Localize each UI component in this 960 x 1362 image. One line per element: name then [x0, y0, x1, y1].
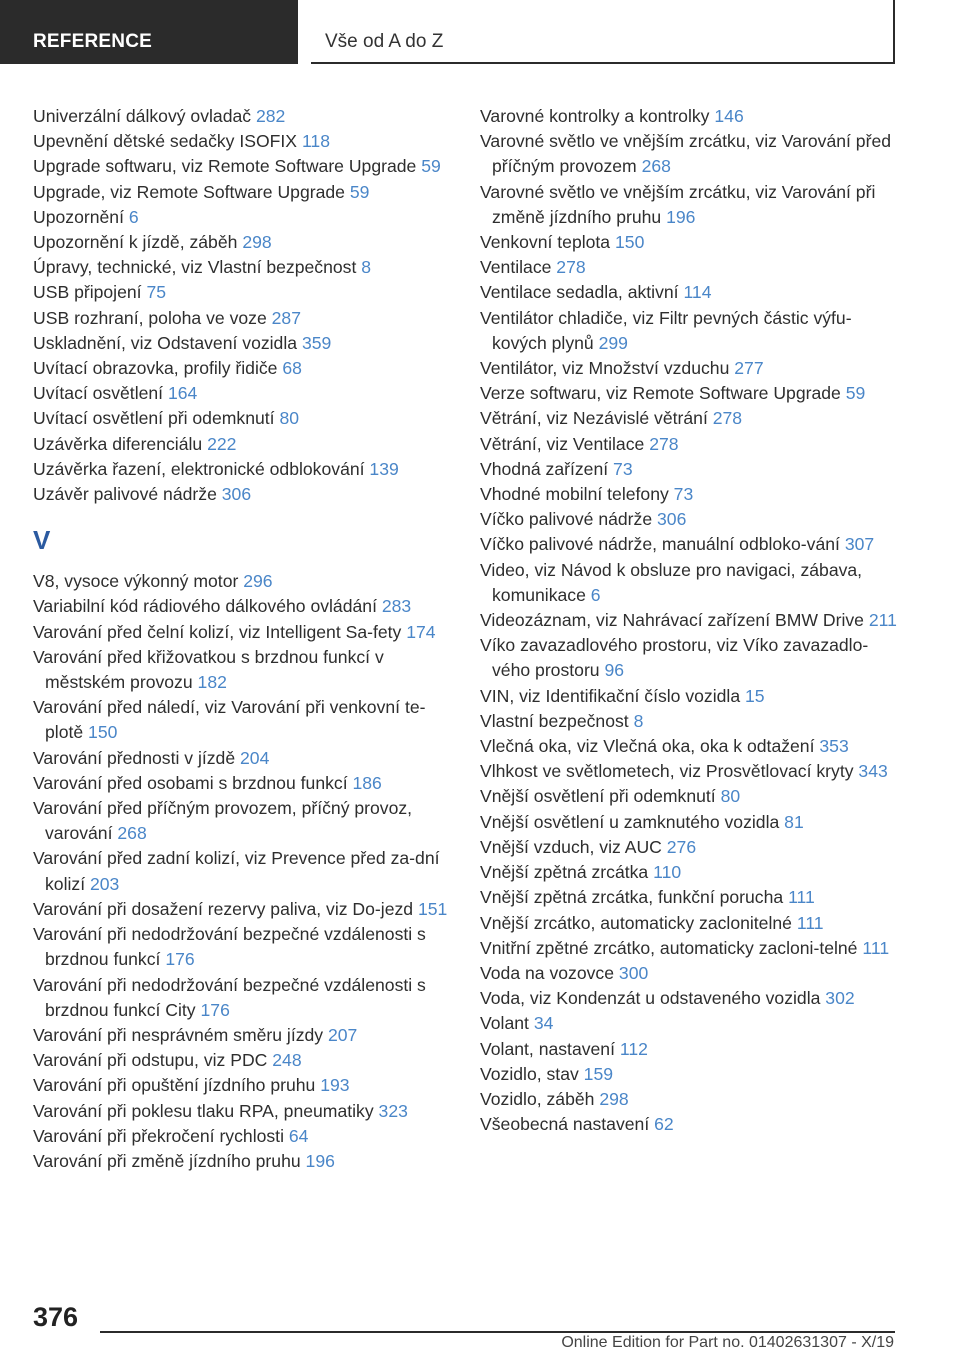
index-entry-text: Volant	[480, 1013, 529, 1034]
index-entry	[33, 771, 453, 796]
index-entry	[33, 280, 453, 305]
page-reference-link[interactable]: 283	[381, 596, 412, 617]
page-reference-link[interactable]: 296	[243, 571, 273, 592]
index-entry-text: Upozornění	[33, 206, 124, 227]
index-entry	[33, 406, 453, 431]
page-reference-link[interactable]: 59	[421, 156, 441, 177]
index-entry	[480, 104, 900, 129]
page-reference-link[interactable]: 276	[666, 836, 697, 857]
index-entry-text: Varovné světlo ve vnějším zrcátku, viz Varování před příčným provozem	[480, 131, 892, 177]
page-reference-link[interactable]: 159	[583, 1063, 614, 1084]
index-entry	[33, 897, 453, 922]
page-reference-link[interactable]: 204	[240, 747, 270, 768]
index-entry-text: Všeobecná nastavení	[480, 1114, 650, 1135]
page-reference-link[interactable]: 73	[673, 484, 694, 505]
index-entry	[33, 973, 453, 1023]
page-reference-link[interactable]: 112	[619, 1038, 648, 1059]
index-entry-text: Víčko palivové nádrže, manuální odbloko-vání	[480, 534, 840, 555]
index-entry	[480, 230, 900, 255]
index-entry	[33, 205, 453, 230]
index-entry	[480, 961, 900, 986]
index-entry	[33, 569, 453, 594]
index-entry-text: Vnitřní zpětné zrcátko, automaticky zacloni-telné	[480, 937, 858, 958]
index-entry-text: Vozidlo, stav	[480, 1063, 579, 1084]
index-entry	[480, 608, 900, 633]
page-reference-link[interactable]: 73	[613, 458, 633, 479]
page-number: 376	[33, 1302, 79, 1332]
page-reference-link[interactable]: 59	[349, 181, 370, 202]
page-reference-link[interactable]: 299	[598, 332, 628, 353]
index-entry	[33, 482, 453, 507]
page-reference-link[interactable]: 111	[796, 912, 824, 933]
index-entry	[480, 507, 900, 532]
index-entry-text: Vlhkost ve světlometech, viz Prosvětlovací kryty	[480, 761, 854, 782]
index-entry-text: Uzávěrka řazení, elektronické odblokování	[33, 458, 365, 479]
index-entry	[480, 280, 900, 305]
index-entry-text: Uskladnění, viz Odstavení vozidla	[33, 332, 298, 353]
index-entry	[480, 885, 900, 910]
index-entry-text: Varování před osobami s brzdnou funkcí	[33, 772, 348, 793]
index-entry	[33, 104, 453, 129]
page-reference-link[interactable]: 207	[327, 1024, 358, 1045]
page-reference-link[interactable]: 64	[288, 1125, 309, 1146]
index-list-u	[33, 104, 453, 507]
index-entry-text: Úpravy, technické, viz Vlastní bezpečnost	[33, 257, 357, 278]
index-entry-text: Varování při poklesu tlaku RPA, pneumatiky	[33, 1100, 374, 1121]
index-entry	[480, 784, 900, 809]
index-entry-text: Uvítací osvětlení při odemknutí	[33, 408, 275, 429]
index-entry	[480, 835, 900, 860]
index-entry	[480, 759, 900, 784]
page-reference-link[interactable]: 359	[301, 332, 332, 353]
footer-rule	[100, 1331, 895, 1333]
index-entry-text: Ventilace sedadla, aktivní	[480, 282, 679, 303]
index-entry	[480, 1062, 900, 1087]
page-reference-link[interactable]: 68	[282, 358, 302, 379]
index-entry	[33, 331, 453, 356]
page-reference-link[interactable]: 193	[320, 1075, 350, 1096]
index-entry-text: Vhodná zařízení	[480, 458, 609, 479]
index-entry-text: Ventilátor chladiče, viz Filtr pevných částic výfu-kových plynů	[480, 307, 852, 353]
index-entry-text: Větrání, viz Nezávislé větrání	[480, 408, 708, 429]
index-entry-text: V8, vysoce výkonný motor	[33, 571, 239, 592]
page-reference-link[interactable]: 298	[599, 1088, 629, 1109]
page-reference-link[interactable]: 186	[352, 772, 382, 793]
index-entry-text: Vozidlo, záběh	[480, 1088, 595, 1109]
page-reference-link[interactable]: 176	[200, 999, 230, 1020]
page-reference-link[interactable]: 306	[657, 509, 687, 530]
index-entry	[480, 911, 900, 936]
page-reference-link[interactable]: 6	[128, 206, 139, 227]
index-entry	[480, 936, 900, 961]
index-entry-text: Ventilace	[480, 257, 552, 278]
page-reference-link[interactable]: 111	[788, 887, 815, 908]
index-entry	[33, 306, 453, 331]
section-tab: REFERENCE	[0, 0, 298, 64]
index-list-v-right	[480, 104, 900, 1137]
page-reference-link[interactable]: 323	[378, 1100, 408, 1121]
index-entry-text: Varování při opuštění jízdního pruhu	[33, 1075, 316, 1096]
index-entry	[33, 746, 453, 771]
index-entry	[33, 457, 453, 482]
index-entry-text: Vnější zpětná zrcátka	[480, 862, 649, 883]
index-entry-text: Vlečná oka, viz Vlečná oka, oka k odtažení	[480, 736, 815, 757]
page-reference-link[interactable]: 15	[745, 685, 765, 706]
index-entry-text: Víčko palivové nádrže	[480, 509, 653, 530]
page-reference-link[interactable]: 300	[618, 962, 649, 983]
index-entry-text: Uzávěrka diferenciálu	[33, 433, 203, 454]
index-entry	[33, 645, 453, 695]
index-entry	[480, 633, 900, 683]
index-entry	[33, 255, 453, 280]
index-entry-text: Uvítací obrazovka, profily řidiče	[33, 358, 278, 379]
index-entry-text: Venkovní teplota	[480, 232, 611, 253]
index-entry-text: Varovné kontrolky a kontrolky	[480, 106, 710, 126]
index-entry	[480, 1011, 900, 1036]
page-reference-link[interactable]: 139	[369, 458, 399, 479]
index-entry-text: Varování před křižovatkou s brzdnou funkcí v městském provozu	[33, 646, 384, 693]
page-reference-link[interactable]: 151	[417, 898, 448, 919]
page-reference-link[interactable]: 75	[146, 282, 167, 303]
index-entry	[480, 406, 900, 431]
index-entry-text: Varování při dosažení rezervy paliva, viz Do-jezd	[33, 898, 414, 919]
index-entry-text: Vnější vzduch, viz AUC	[480, 836, 662, 857]
index-entry-text: Varování před čelní kolizí, viz Intelligent Sa-fety	[33, 621, 402, 642]
page-header-title: Vše od A do Z	[311, 0, 895, 64]
index-entry-text: Video, viz Návod k obsluze pro navigaci, zábava, komunikace	[480, 559, 863, 605]
index-entry-text: Varovné světlo ve vnějším zrcátku, viz Varování při změně jízdního pruhu	[480, 181, 876, 227]
index-entry-text: Vnější osvětlení u zamknutého vozidla	[480, 811, 780, 832]
footer-edition: Online Edition for Part no. 01402631307 - X/19	[561, 1334, 894, 1351]
page-reference-link[interactable]: 164	[167, 383, 198, 404]
letter-heading-v: V	[33, 525, 51, 556]
index-entry	[33, 180, 453, 205]
page-reference-link[interactable]: 62	[654, 1114, 674, 1135]
index-entry-text: Videozáznam, viz Nahrávací zařízení BMW Drive	[480, 610, 864, 631]
index-entry-text: Varování před náledí, viz Varování při venkovní te-plotě	[33, 697, 426, 743]
index-entry-text: Verze softwaru, viz Remote Software Upgrade	[480, 383, 841, 404]
index-entry	[33, 1124, 453, 1149]
page-reference-link[interactable]: 6	[590, 584, 601, 605]
index-entry	[480, 709, 900, 734]
page-reference-link[interactable]: 282	[255, 106, 286, 126]
page-reference-link[interactable]: 278	[556, 257, 586, 278]
page-reference-link[interactable]: 118	[301, 131, 330, 152]
index-entry-text: Varování při nedodržování bezpečné vzdálenosti s brzdnou funkcí	[33, 924, 426, 970]
index-entry	[480, 860, 900, 885]
index-entry-text: Varování při nesprávném směru jízdy	[33, 1024, 324, 1045]
index-entry	[480, 558, 900, 608]
page-reference-link[interactable]: 8	[361, 257, 372, 278]
index-entry	[33, 846, 453, 896]
page-reference-link[interactable]: 268	[117, 823, 147, 844]
index-entry	[33, 381, 453, 406]
index-entry-text: Upgrade, viz Remote Software Upgrade	[33, 181, 345, 202]
page-reference-link[interactable]: 268	[641, 156, 671, 177]
index-entry-text: Uzávěr palivové nádrže	[33, 484, 217, 505]
index-entry	[33, 620, 453, 645]
page-reference-link[interactable]: 150	[615, 232, 645, 253]
index-entry	[480, 810, 900, 835]
page-reference-link[interactable]: 59	[845, 383, 866, 404]
index-entry	[480, 482, 900, 507]
index-entry	[33, 154, 453, 179]
index-entry	[480, 306, 900, 356]
index-entry	[480, 734, 900, 759]
index-entry-text: Upgrade softwaru, viz Remote Software Upgrade	[33, 156, 417, 177]
index-entry-text: Víko zavazadlového prostoru, viz Víko zavazadlo-vého prostoru	[480, 635, 869, 681]
index-entry	[33, 432, 453, 457]
page-reference-link[interactable]: 111	[862, 937, 890, 958]
page-reference-link[interactable]: 222	[207, 433, 237, 454]
index-list-v-left	[33, 569, 453, 1174]
page-reference-link[interactable]: 278	[649, 433, 679, 454]
index-entry-text: Voda na vozovce	[480, 962, 615, 983]
index-entry-text: Vlastní bezpečnost	[480, 710, 629, 731]
index-entry	[33, 356, 453, 381]
page-reference-link[interactable]: 277	[734, 358, 764, 379]
index-entry	[480, 532, 900, 557]
index-entry	[33, 796, 453, 846]
index-entry-text: USB rozhraní, poloha ve voze	[33, 307, 267, 328]
index-entry-text: Vnější osvětlení při odemknutí	[480, 786, 716, 807]
page-reference-link[interactable]: 34	[533, 1013, 554, 1034]
page-reference-link[interactable]: 182	[197, 672, 227, 693]
index-entry	[480, 457, 900, 482]
index-entry	[480, 986, 900, 1011]
index-entry-text: Univerzální dálkový ovladač	[33, 106, 252, 126]
index-entry-text: VIN, viz Identifikační číslo vozidla	[480, 685, 741, 706]
page-reference-link[interactable]: 96	[604, 660, 625, 681]
index-entry	[480, 180, 900, 230]
index-entry	[480, 255, 900, 280]
index-entry-text: Varování při nedodržování bezpečné vzdálenosti s brzdnou funkcí City	[33, 974, 426, 1020]
index-entry-text: Ventilátor, viz Množství vzduchu	[480, 358, 730, 379]
index-entry-text: Uvítací osvětlení	[33, 383, 164, 404]
page-reference-link[interactable]: 174	[406, 621, 436, 642]
page-reference-link[interactable]: 287	[271, 307, 301, 328]
index-entry-text: Větrání, viz Ventilace	[480, 433, 645, 454]
page-reference-link[interactable]: 80	[720, 786, 741, 807]
index-entry-text: Voda, viz Kondenzát u odstaveného vozidla	[480, 988, 821, 1009]
index-entry	[480, 1037, 900, 1062]
index-entry-text: Vnější zrcátko, automaticky zaclonitelné	[480, 912, 792, 933]
index-entry	[33, 1073, 453, 1098]
index-entry	[33, 230, 453, 255]
index-entry	[33, 1048, 453, 1073]
index-entry-text: Varování při změně jízdního pruhu	[33, 1150, 301, 1171]
index-entry-text: Vnější zpětná zrcátka, funkční porucha	[480, 887, 784, 908]
page-reference-link[interactable]: 146	[714, 106, 744, 126]
index-entry-text: Volant, nastavení	[480, 1038, 615, 1059]
index-entry	[480, 1112, 900, 1137]
page-reference-link[interactable]: 150	[88, 722, 118, 743]
index-column-left	[33, 104, 453, 1174]
index-entry	[33, 1099, 453, 1124]
index-entry-text: Varování při odstupu, viz PDC	[33, 1050, 268, 1071]
index-entry-text: Varování při překročení rychlosti	[33, 1125, 284, 1146]
page-reference-link[interactable]: 196	[305, 1150, 335, 1171]
page-reference-link[interactable]: 196	[666, 206, 696, 227]
index-entry	[33, 922, 453, 972]
page-reference-link[interactable]: 114	[683, 282, 712, 303]
index-entry	[480, 684, 900, 709]
page-reference-link[interactable]: 248	[272, 1050, 302, 1071]
index-entry	[33, 1149, 453, 1174]
index-entry-text: USB připojení	[33, 282, 142, 303]
index-entry	[480, 1087, 900, 1112]
index-entry	[480, 432, 900, 457]
index-entry-text: Vhodné mobilní telefony	[480, 484, 669, 505]
page-reference-link[interactable]: 80	[279, 408, 300, 429]
page-reference-link[interactable]: 298	[242, 232, 272, 253]
page-reference-link[interactable]: 278	[712, 408, 743, 429]
page-reference-link[interactable]: 307	[844, 534, 875, 555]
index-entry	[480, 129, 900, 179]
index-entry	[480, 356, 900, 381]
index-entry	[480, 381, 900, 406]
page-reference-link[interactable]: 81	[784, 811, 804, 832]
page-reference-link[interactable]: 302	[825, 988, 855, 1009]
index-entry-text: Upozornění k jízdě, záběh	[33, 232, 238, 253]
index-entry	[33, 695, 453, 745]
page-reference-link[interactable]: 306	[221, 484, 252, 505]
index-entry-text: Upevnění dětské sedačky ISOFIX	[33, 131, 298, 152]
index-entry-text: Varování před zadní kolizí, viz Prevence před za-dní kolizí	[33, 848, 440, 894]
index-entry-text: Varování před příčným provozem, příčný provoz, varování	[33, 798, 413, 844]
index-column-right	[480, 104, 900, 1137]
page-reference-link[interactable]: 176	[165, 949, 195, 970]
page-reference-link[interactable]: 203	[89, 873, 120, 894]
index-entry	[33, 1023, 453, 1048]
page-reference-link[interactable]: 211	[868, 610, 897, 631]
index-entry	[33, 129, 453, 154]
page-reference-link[interactable]: 8	[633, 710, 644, 731]
index-entry-text: Variabilní kód rádiového dálkového ovládání	[33, 596, 377, 617]
page-reference-link[interactable]: 110	[653, 862, 682, 883]
page-reference-link[interactable]: 353	[819, 736, 849, 757]
page-reference-link[interactable]: 343	[858, 761, 888, 782]
index-entry-text: Varování přednosti v jízdě	[33, 747, 236, 768]
index-entry	[33, 594, 453, 619]
